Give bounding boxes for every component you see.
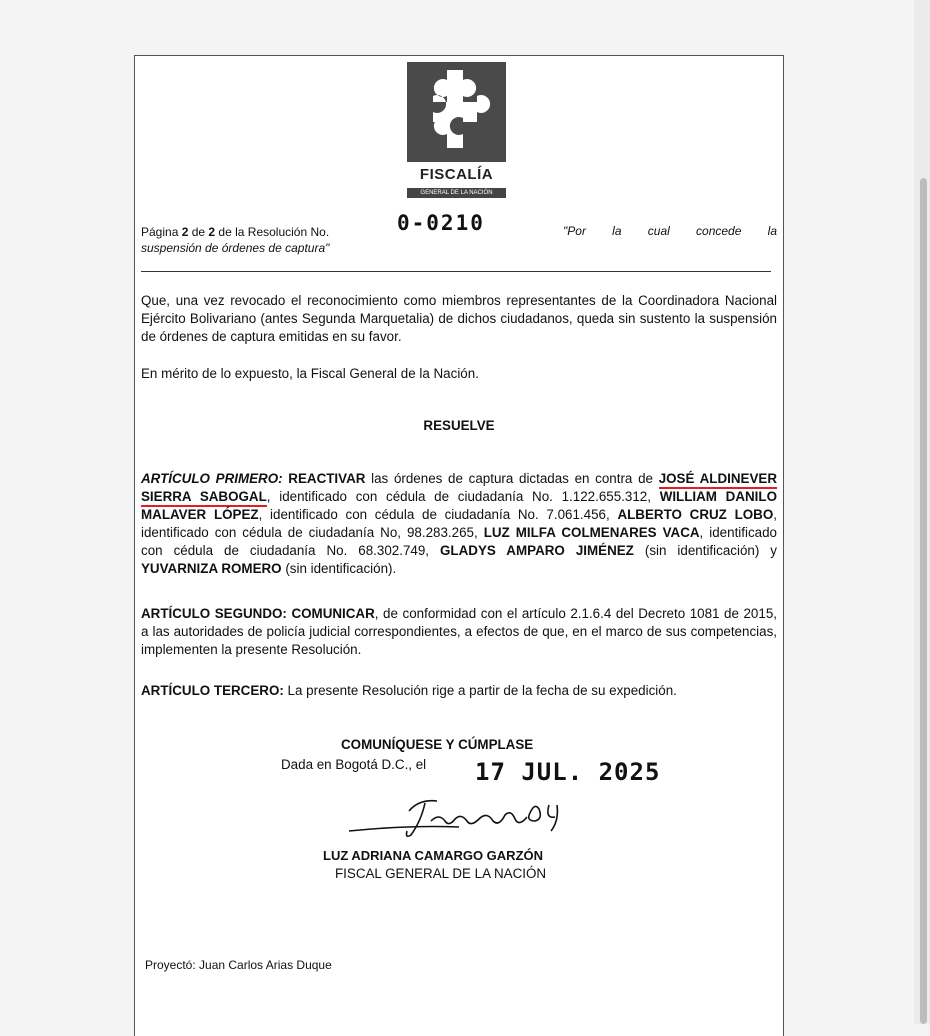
article-second-label: ARTÍCULO SEGUNDO:	[141, 606, 287, 621]
page-suffix: de la Resolución No.	[215, 225, 330, 239]
paragraph-merito: En mérito de lo expuesto, la Fiscal General de la Nación.	[141, 366, 479, 381]
closing-phrase: COMUNÍQUESE Y CÚMPLASE	[341, 737, 534, 752]
subject-right: "Por la cual concede la	[563, 224, 777, 238]
article-second-verb: COMUNICAR	[286, 606, 375, 621]
article-first-label: ARTÍCULO PRIMERO:	[141, 471, 283, 486]
person-name: YUVARNIZA ROMERO	[141, 561, 282, 576]
signature-icon	[349, 791, 589, 851]
page-prefix: Página	[141, 225, 182, 239]
person-name: LUZ MILFA COLMENARES VACA	[483, 525, 700, 540]
header-divider	[141, 271, 771, 272]
date-stamp: 17 JUL. 2025	[475, 758, 661, 786]
paragraph-considerando: Que, una vez revocado el reconocimiento como miembros representantes de la Coordinadora Nacional Ejército Bolivariano (antes Segunda Marquetalia) de dichos ciudadanos, queda sin sustento la suspensión de órdenes de captura emitidas en su favor.	[141, 293, 777, 344]
projected-by: Proyectó: Juan Carlos Arias Duque	[145, 958, 332, 972]
fiscalia-logo-icon	[407, 62, 506, 162]
article-text: las órdenes de captura dictadas en contra de	[365, 471, 659, 486]
article-third-text: La presente Resolución rige a partir de la fecha de su expedición.	[283, 683, 677, 698]
article-text: (sin identificación).	[281, 561, 397, 576]
article-text: (sin identificación) y	[633, 543, 777, 558]
article-first	[141, 470, 777, 578]
page-number: 2	[181, 225, 189, 239]
page-of: de	[188, 225, 209, 239]
article-text: , identificado con cédula de ciudadanía No. 7.061.456,	[258, 507, 618, 522]
person-name: ALBERTO CRUZ LOBO	[617, 507, 774, 522]
article-first-verb: REACTIVAR	[288, 471, 366, 486]
signer-name: LUZ ADRIANA CAMARGO GARZÓN	[323, 848, 544, 863]
subject-left: suspensión de órdenes de captura"	[141, 241, 330, 255]
brand-subtitle: GENERAL DE LA NACIÓN	[407, 188, 506, 198]
page-total: 2	[208, 225, 216, 239]
person-name: JOSÉ ALDINEVER SIERRA SABOGAL	[141, 471, 777, 507]
scrollbar-thumb[interactable]	[920, 178, 927, 1024]
scrollbar-track[interactable]	[914, 0, 930, 1024]
issue-place: Dada en Bogotá D.C., el	[281, 757, 427, 772]
brand-name: FISCALÍA	[419, 166, 494, 183]
article-text: , identificado con cédula de ciudadanía No. 1.122.655.312,	[266, 489, 660, 504]
document-page	[134, 55, 784, 1036]
page-header-left	[141, 224, 381, 256]
article-third	[141, 682, 777, 700]
person-name: GLADYS AMPARO JIMÉNEZ	[440, 543, 634, 558]
article-third-label: ARTÍCULO TERCERO:	[141, 683, 284, 698]
resolution-number: 0-0210	[397, 211, 485, 235]
article-text: , identificado con cédula de ciudadanía No, 98.283.265,	[141, 507, 777, 540]
article-second-text: , de conformidad con el artículo 2.1.6.4 del Decreto 1081 de 2015, a las autoridades de policía judicial correspondientes, a efectos de que, en el marco de sus competencias, implementen la presente Resolución.	[141, 606, 777, 657]
resuelve-heading: RESUELVE	[423, 418, 495, 433]
signer-title: FISCAL GENERAL DE LA NACIÓN	[335, 866, 547, 881]
article-text: , identificado con cédula de ciudadanía No. 68.302.749,	[141, 525, 777, 558]
person-name: WILLIAM DANILO MALAVER LÓPEZ	[141, 489, 777, 522]
article-second	[141, 605, 777, 659]
